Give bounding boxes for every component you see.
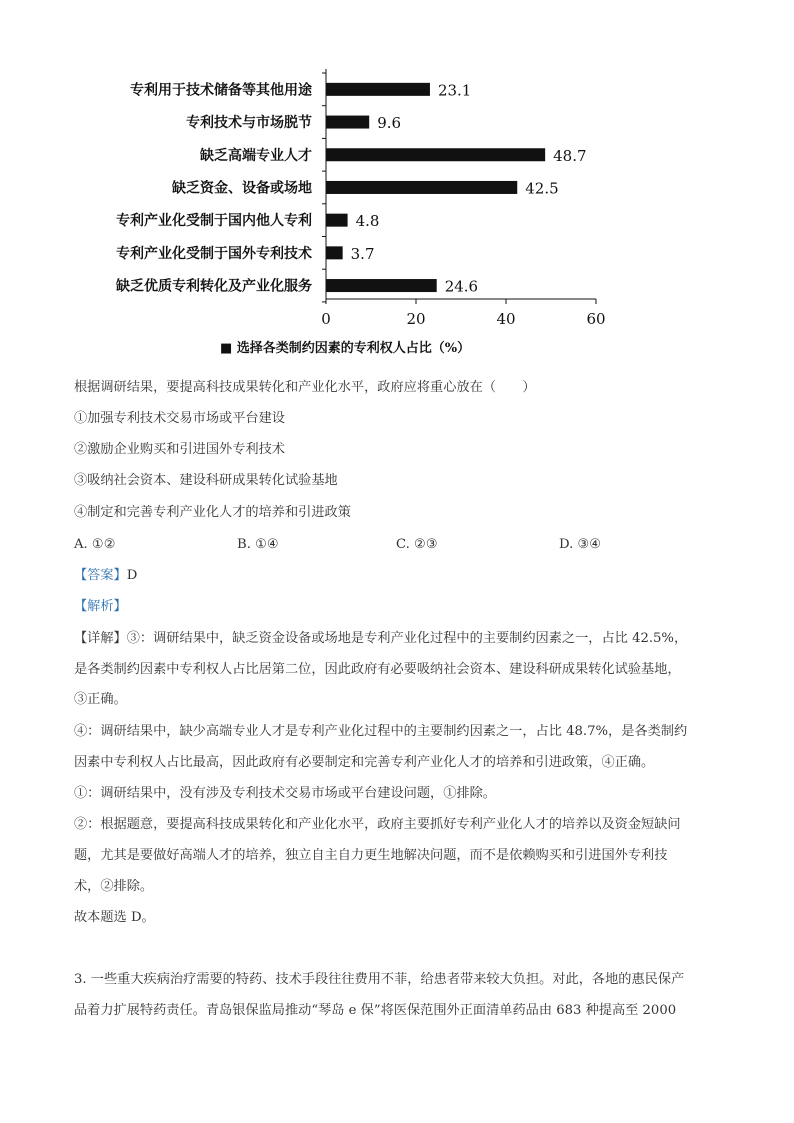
analysis-line-9: 术，②排除。 — [74, 879, 154, 894]
value-label: 42.5 — [525, 179, 559, 198]
analysis-line-6: ①：调研结果中，没有涉及专利技术交易市场或平台建设问题，①排除。 — [74, 786, 496, 801]
question-item-3: ③吸纳社会资本、建设科研成果转化试验基地 — [74, 473, 338, 488]
analysis-line-2: 是各类制约因素中专利权人占比居第二位，因此政府有必要吸纳社会资本、建设科研成果转化试验基地， — [74, 662, 681, 677]
x-tick-label: 60 — [586, 310, 606, 328]
value-label: 3.7 — [350, 244, 375, 263]
answer-tag: 【答案】 — [74, 568, 127, 583]
analysis-line-5: 因素中专利权人占比最高，因此政府有必要制定和完善专利产业化人才的培养和引进政策，④正确。 — [74, 755, 655, 770]
analysis-line-10: 故本题选 D。 — [74, 910, 155, 925]
option-d[interactable]: D. ③④ — [559, 537, 602, 552]
analysis-line-1: 【详解】③：调研结果中，缺乏资金设备或场地是专利产业化过程中的主要制约因素之一，占比 42.5%， — [74, 631, 688, 646]
answer-line — [74, 566, 137, 586]
question-item-1: ①加强专利技术交易市场或平台建设 — [74, 411, 285, 426]
option-b[interactable]: B. ①④ — [237, 537, 279, 552]
bar — [326, 116, 369, 129]
x-tick-label: 20 — [406, 310, 426, 328]
bar — [326, 279, 437, 292]
category-label: 缺乏高端专业人才 — [200, 147, 312, 164]
value-label: 23.1 — [437, 81, 472, 100]
analysis-tag: 【解析】 — [74, 599, 127, 614]
x-tick-label: 0 — [321, 310, 331, 328]
answer-value: D — [126, 568, 138, 583]
category-label: 专利产业化受制于国内他人专利 — [116, 213, 312, 230]
option-a[interactable]: A. ①② — [74, 537, 116, 552]
bar-chart — [0, 0, 794, 370]
bar — [326, 246, 343, 259]
analysis-line-7: ②：根据题意，要提高科技成果转化和产业化水平，政府主要抓好专利产业化人才的培养以及资金短缺问 — [74, 817, 681, 832]
value-label: 24.6 — [444, 277, 479, 296]
category-label: 缺乏资金、设备或场地 — [172, 180, 312, 197]
next-question-line-2: 品着力扩展特药责任。青岛银保监局推动“琴岛 e 保”将医保范围外正面清单药品由 683 种提高至 2000 — [74, 1003, 677, 1018]
chart-bars — [116, 81, 587, 295]
bar — [326, 181, 517, 194]
bar — [326, 148, 545, 161]
question-item-4: ④制定和完善专利产业化人才的培养和引进政策 — [74, 505, 351, 520]
bar — [326, 214, 348, 227]
option-c[interactable]: C. ②③ — [396, 537, 438, 552]
category-label: 专利技术与市场脱节 — [186, 115, 312, 132]
category-label: 专利产业化受制于国外专利技术 — [116, 245, 312, 262]
analysis-line-8: 题，尤其是要做好高端人才的培养，独立自主自力更生地解决问题，而不是依赖购买和引进国外专利技 — [74, 848, 668, 863]
x-tick-label: 40 — [496, 310, 516, 328]
question-item-2: ②激励企业购买和引进国外专利技术 — [74, 442, 285, 457]
question-stem: 根据调研结果，要提高科技成果转化和产业化水平，政府应将重心放在（ ） — [74, 380, 536, 395]
analysis-line-3: ③正确。 — [74, 692, 127, 707]
category-label: 缺乏优质专利转化及产业化服务 — [116, 278, 312, 295]
value-label: 48.7 — [553, 146, 587, 165]
value-label: 9.6 — [377, 114, 402, 133]
next-question-line-1: 3. 一些重大疾病治疗需要的特药、技术手段往往费用不菲，给患者带来较大负担。对此，各地的惠民保产 — [74, 972, 685, 987]
value-label: 4.8 — [355, 212, 380, 231]
chart-legend: ■ 选择各类制约因素的专利权人占比（%） — [220, 341, 471, 356]
bar — [326, 83, 430, 96]
category-label: 专利用于技术储备等其他用途 — [130, 82, 312, 99]
analysis-line-4: ④：调研结果中，缺少高端专业人才是专利产业化过程中的主要制约因素之一，占比 48.7%，是各类制约 — [74, 724, 688, 739]
